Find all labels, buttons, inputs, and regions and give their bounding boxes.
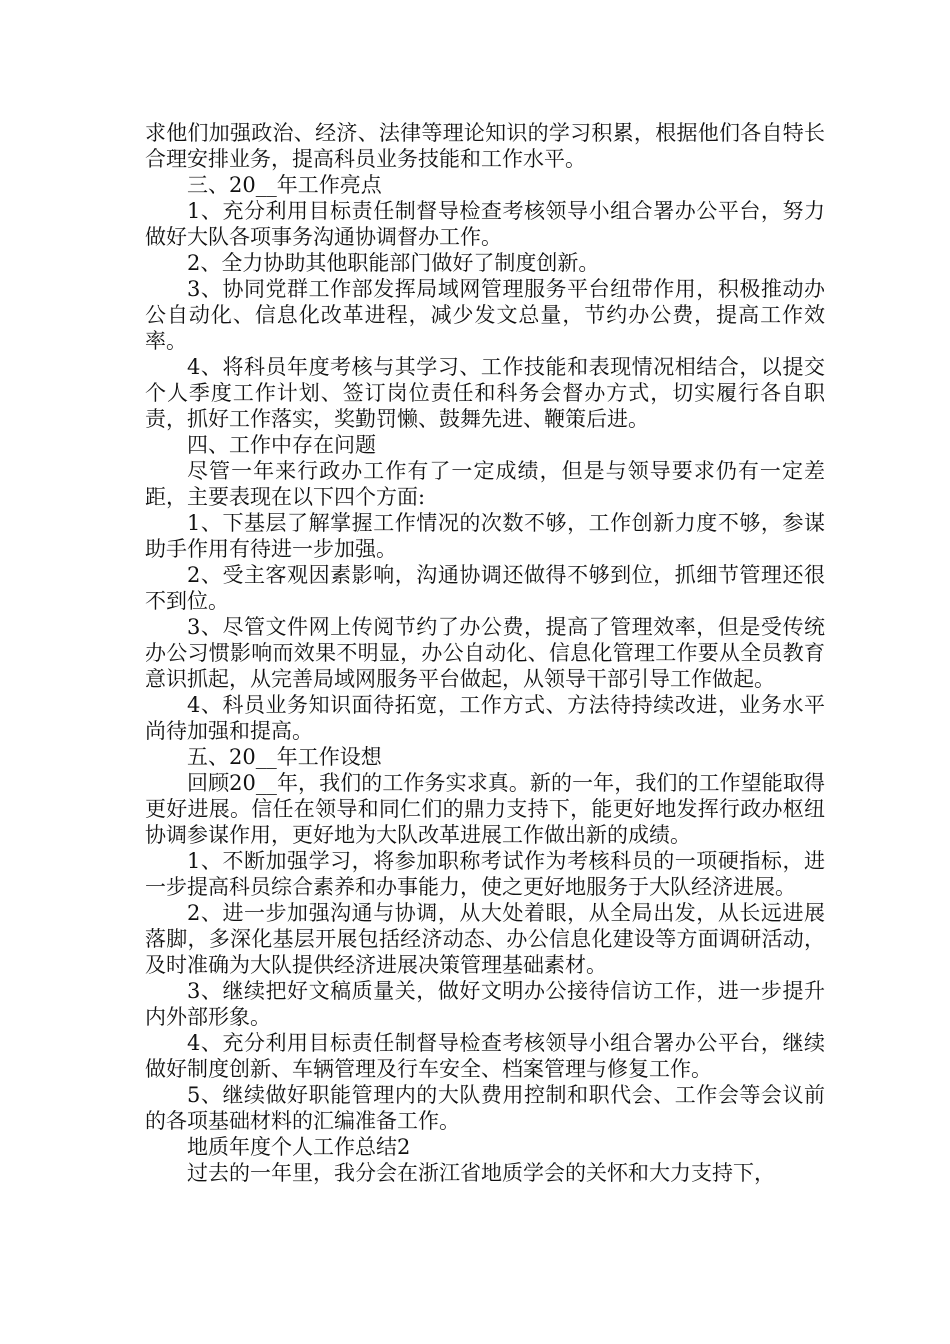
paragraph: 4、将科员年度考核与其学习、工作技能和表现情况相结合，以提交个人季度工作计划、签订岗位责任和科务会督办方式，切实履行各自职责，抓好工作落实，奖勤罚懒、鼓舞先进、鞭策后进。: [145, 355, 825, 431]
document-title: 地质年度个人工作总结2: [187, 1135, 411, 1159]
paragraph: 5、继续做好职能管理内的大队费用控制和职代会、工作会等会议前的各项基础材料的汇编准备工作。: [145, 1083, 825, 1133]
paragraph: 求他们加强政治、经济、法律等理论知识的学习积累，根据他们各自特长合理安排业务，提高科员业务技能和工作水平。: [145, 121, 825, 171]
paragraph: 3、协同党群工作部发挥局域网管理服务平台纽带作用，积极推动办公自动化、信息化改革进程，减少发文总量，节约办公费，提高工作效率。: [145, 277, 825, 353]
paragraph: 2、全力协助其他职能部门做好了制度创新。: [187, 251, 600, 275]
section-heading: 四、工作中存在问题: [187, 433, 376, 457]
document-body: [145, 120, 825, 1186]
paragraph: 1、不断加强学习，将参加职称考试作为考核科员的一项硬指标，进一步提高科员综合素养和办事能力，使之更好地服务于大队经济进展。: [145, 849, 825, 899]
section-heading: 五、20__年工作设想: [187, 745, 382, 769]
paragraph: 尽管一年来行政办工作有了一定成绩，但是与领导要求仍有一定差距，主要表现在以下四个方面:: [145, 459, 825, 509]
paragraph: 回顾20__年，我们的工作务实求真。新的一年，我们的工作望能取得更好进展。信任在领导和同仁们的鼎力支持下，能更好地发挥行政办枢纽协调参谋作用，更好地为大队改革进展工作做出新的成绩。: [145, 771, 825, 847]
section-heading: 三、20__年工作亮点: [187, 173, 382, 197]
paragraph: 1、充分利用目标责任制督导检查考核领导小组合署办公平台，努力做好大队各项事务沟通协调督办工作。: [145, 199, 825, 249]
paragraph: 过去的一年里，我分会在浙江省地质学会的关怀和大力支持下，: [187, 1161, 775, 1185]
paragraph: 3、继续把好文稿质量关，做好文明办公接待信访工作，进一步提升内外部形象。: [145, 979, 825, 1029]
paragraph: 4、充分利用目标责任制督导检查考核领导小组合署办公平台，继续做好制度创新、车辆管理及行车安全、档案管理与修复工作。: [145, 1031, 825, 1081]
paragraph: 3、尽管文件网上传阅节约了办公费，提高了管理效率，但是受传统办公习惯影响而效果不明显，办公自动化、信息化管理工作要从全员教育意识抓起，从完善局域网服务平台做起，从领导干部引导工作做起。: [145, 615, 825, 691]
paragraph: 1、下基层了解掌握工作情况的次数不够，工作创新力度不够，参谋助手作用有待进一步加强。: [145, 511, 825, 561]
paragraph: 2、受主客观因素影响，沟通协调还做得不够到位，抓细节管理还很不到位。: [145, 563, 825, 613]
paragraph: 2、进一步加强沟通与协调，从大处着眼，从全局出发，从长远进展落脚，多深化基层开展包括经济动态、办公信息化建设等方面调研活动，及时准确为大队提供经济进展决策管理基础素材。: [145, 901, 825, 977]
paragraph: 4、科员业务知识面待拓宽，工作方式、方法待持续改进，业务水平尚待加强和提高。: [145, 693, 825, 743]
